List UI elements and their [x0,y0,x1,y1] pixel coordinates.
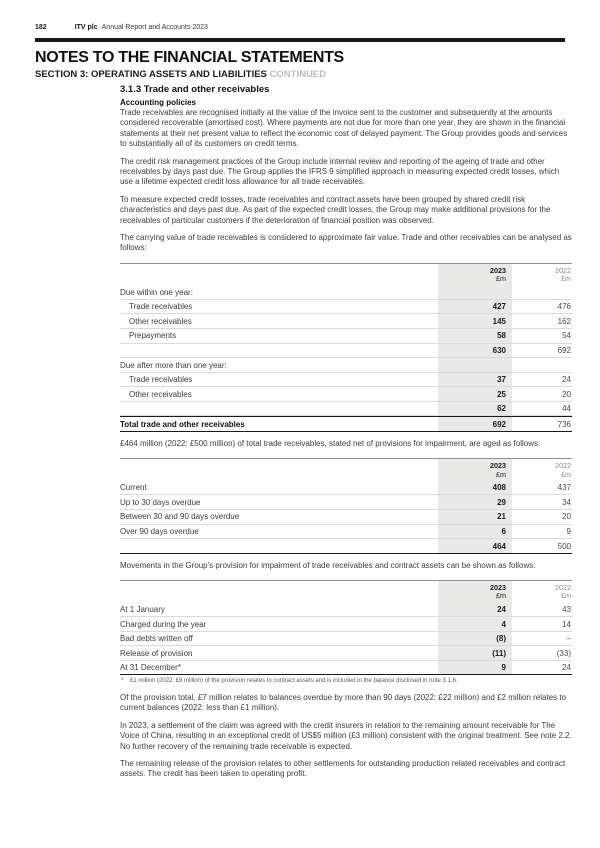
table-row: Prepayments 58 54 [120,329,572,344]
column-header-2023: 2023 £m [438,264,512,285]
section-label: SECTION 3: OPERATING ASSETS AND LIABILITIES [35,69,267,80]
note-title: 3.1.3 Trade and other receivables [120,84,270,95]
paragraph-provision-total: Of the provision total, £7 million relates to balances overdue by more than 90 days (2022: £22 million) and £2 million relates to current balances (2022: less than £1 million). [120,692,567,713]
column-header-2023: 2023 £m [438,459,512,480]
paragraph-credit-risk: The credit risk management practices of the Group include internal review and reporting of the ageing of trade and other receivables by days past due. The Group applies the IFRS 9 simplified approach in measuring expected credit losses, which use a lifetime expected credit loss allowance for all trade receivables. [120,156,560,187]
table-row: Up to 30 days overdue 29 34 [120,495,572,510]
paragraph-aged-intro: £464 million (2022: £500 million) of total trade receivables, stated net of provisions for impairment, are aged as follows: [120,439,541,449]
paragraph-carrying-value: The carrying value of trade receivables is considered to approximate fair value. Trade and other receivables can be analysed as follows: [120,233,572,253]
paragraph-settlement: In 2023, a settlement of the claim was agreed with the credit insurers in relation to the remaining amount receivable for The Voice of China, resulting in an exceptional credit of US$5 million (£3 million) consistent with the original treatment. See note 2.2. No further recovery of the remaining trade receivable is expected. [120,720,572,751]
table-total-row: 464 500 [120,539,572,554]
table-header [120,458,572,480]
table-row: Over 90 days overdue 6 9 [120,525,572,540]
table-subtotal-row: 630 692 [120,344,572,359]
table-footnote [120,678,572,686]
column-header-2022: 2022 £m [555,461,571,479]
table-header [120,263,572,285]
column-header-2022: 2022 £m [555,583,571,601]
accounting-policies-heading: Accounting policies [120,98,197,107]
table-aged-receivables [120,458,572,553]
paragraph-trade-receivables: Trade receivables are recognised initially at the value of the invoice sent to the customer and subsequently at the amounts considered recoverable (amortised cost). Where payments are not due for more than one year, they are shown in the financial statements at their net present value to reflect the economic cost of delayed payment. The Group provides goods and services to substantially all of its customers on credit terms. [120,108,568,149]
note-content [120,84,572,780]
table-row: Other receivables 25 20 [120,387,572,402]
header-rule [35,38,565,42]
column-header-2023: 2023 £m [438,581,512,602]
table-row: At 1 January 24 43 [120,603,572,618]
table-total-row: Total trade and other receivables 692 736 [120,416,572,432]
table-row: Current 408 437 [120,481,572,496]
table-row: Between 30 and 90 days overdue 21 20 [120,510,572,525]
section-title [35,69,565,80]
footnote-marker: * [121,678,124,685]
page-header [35,24,565,31]
table-row: Bad debts written off (8) – [120,632,572,647]
table-subtotal-row: 62 44 [120,402,572,417]
table-row: Trade receivables 427 476 [120,300,572,315]
page-number: 182 [35,24,47,31]
report-title: Annual Report and Accounts 2023 [101,24,208,31]
brand-name: ITV plc [74,24,98,31]
page-title: NOTES TO THE FINANCIAL STATEMENTS [35,49,344,66]
table-row: Due after more than one year: [120,358,572,373]
table-row: Charged during the year 4 14 [120,617,572,632]
table-header [120,580,572,602]
column-header-2022: 2022 £m [555,265,571,284]
paragraph-movements-intro: Movements in the Group's provision for impairment of trade receivables and contract assets can be shown as follows: [120,560,536,570]
paragraph-expected-credit-losses: To measure expected credit losses, trade receivables and contract assets have been grouped by shared credit risk characteristics and days past due. As part of the expected credit losses, the Group may make additional provisions for the receivables of particular customers if the deterioration of financial position was observed. [120,194,551,225]
table-total-row: At 31 December* 9 24 [120,661,572,676]
table-row: Other receivables 145 162 [120,314,572,329]
table-row: Trade receivables 37 24 [120,373,572,388]
table-provision-movements [120,580,572,675]
table-trade-and-other-receivables [120,263,572,432]
paragraph-remaining-release: The remaining release of the provision relates to other settlements for outstanding production related receivables and contract assets. The credit has been taken to operating profit. [120,759,566,779]
footnote-text: £1 million (2022: £8 million) of the provision relates to contract assets and is included in the balance disclosed in note 3.1.6. [130,678,458,685]
table-row: Due within one year: [120,285,572,300]
table-row: Release of provision (11) (33) [120,646,572,661]
section-continued-label: CONTINUED [269,69,327,80]
